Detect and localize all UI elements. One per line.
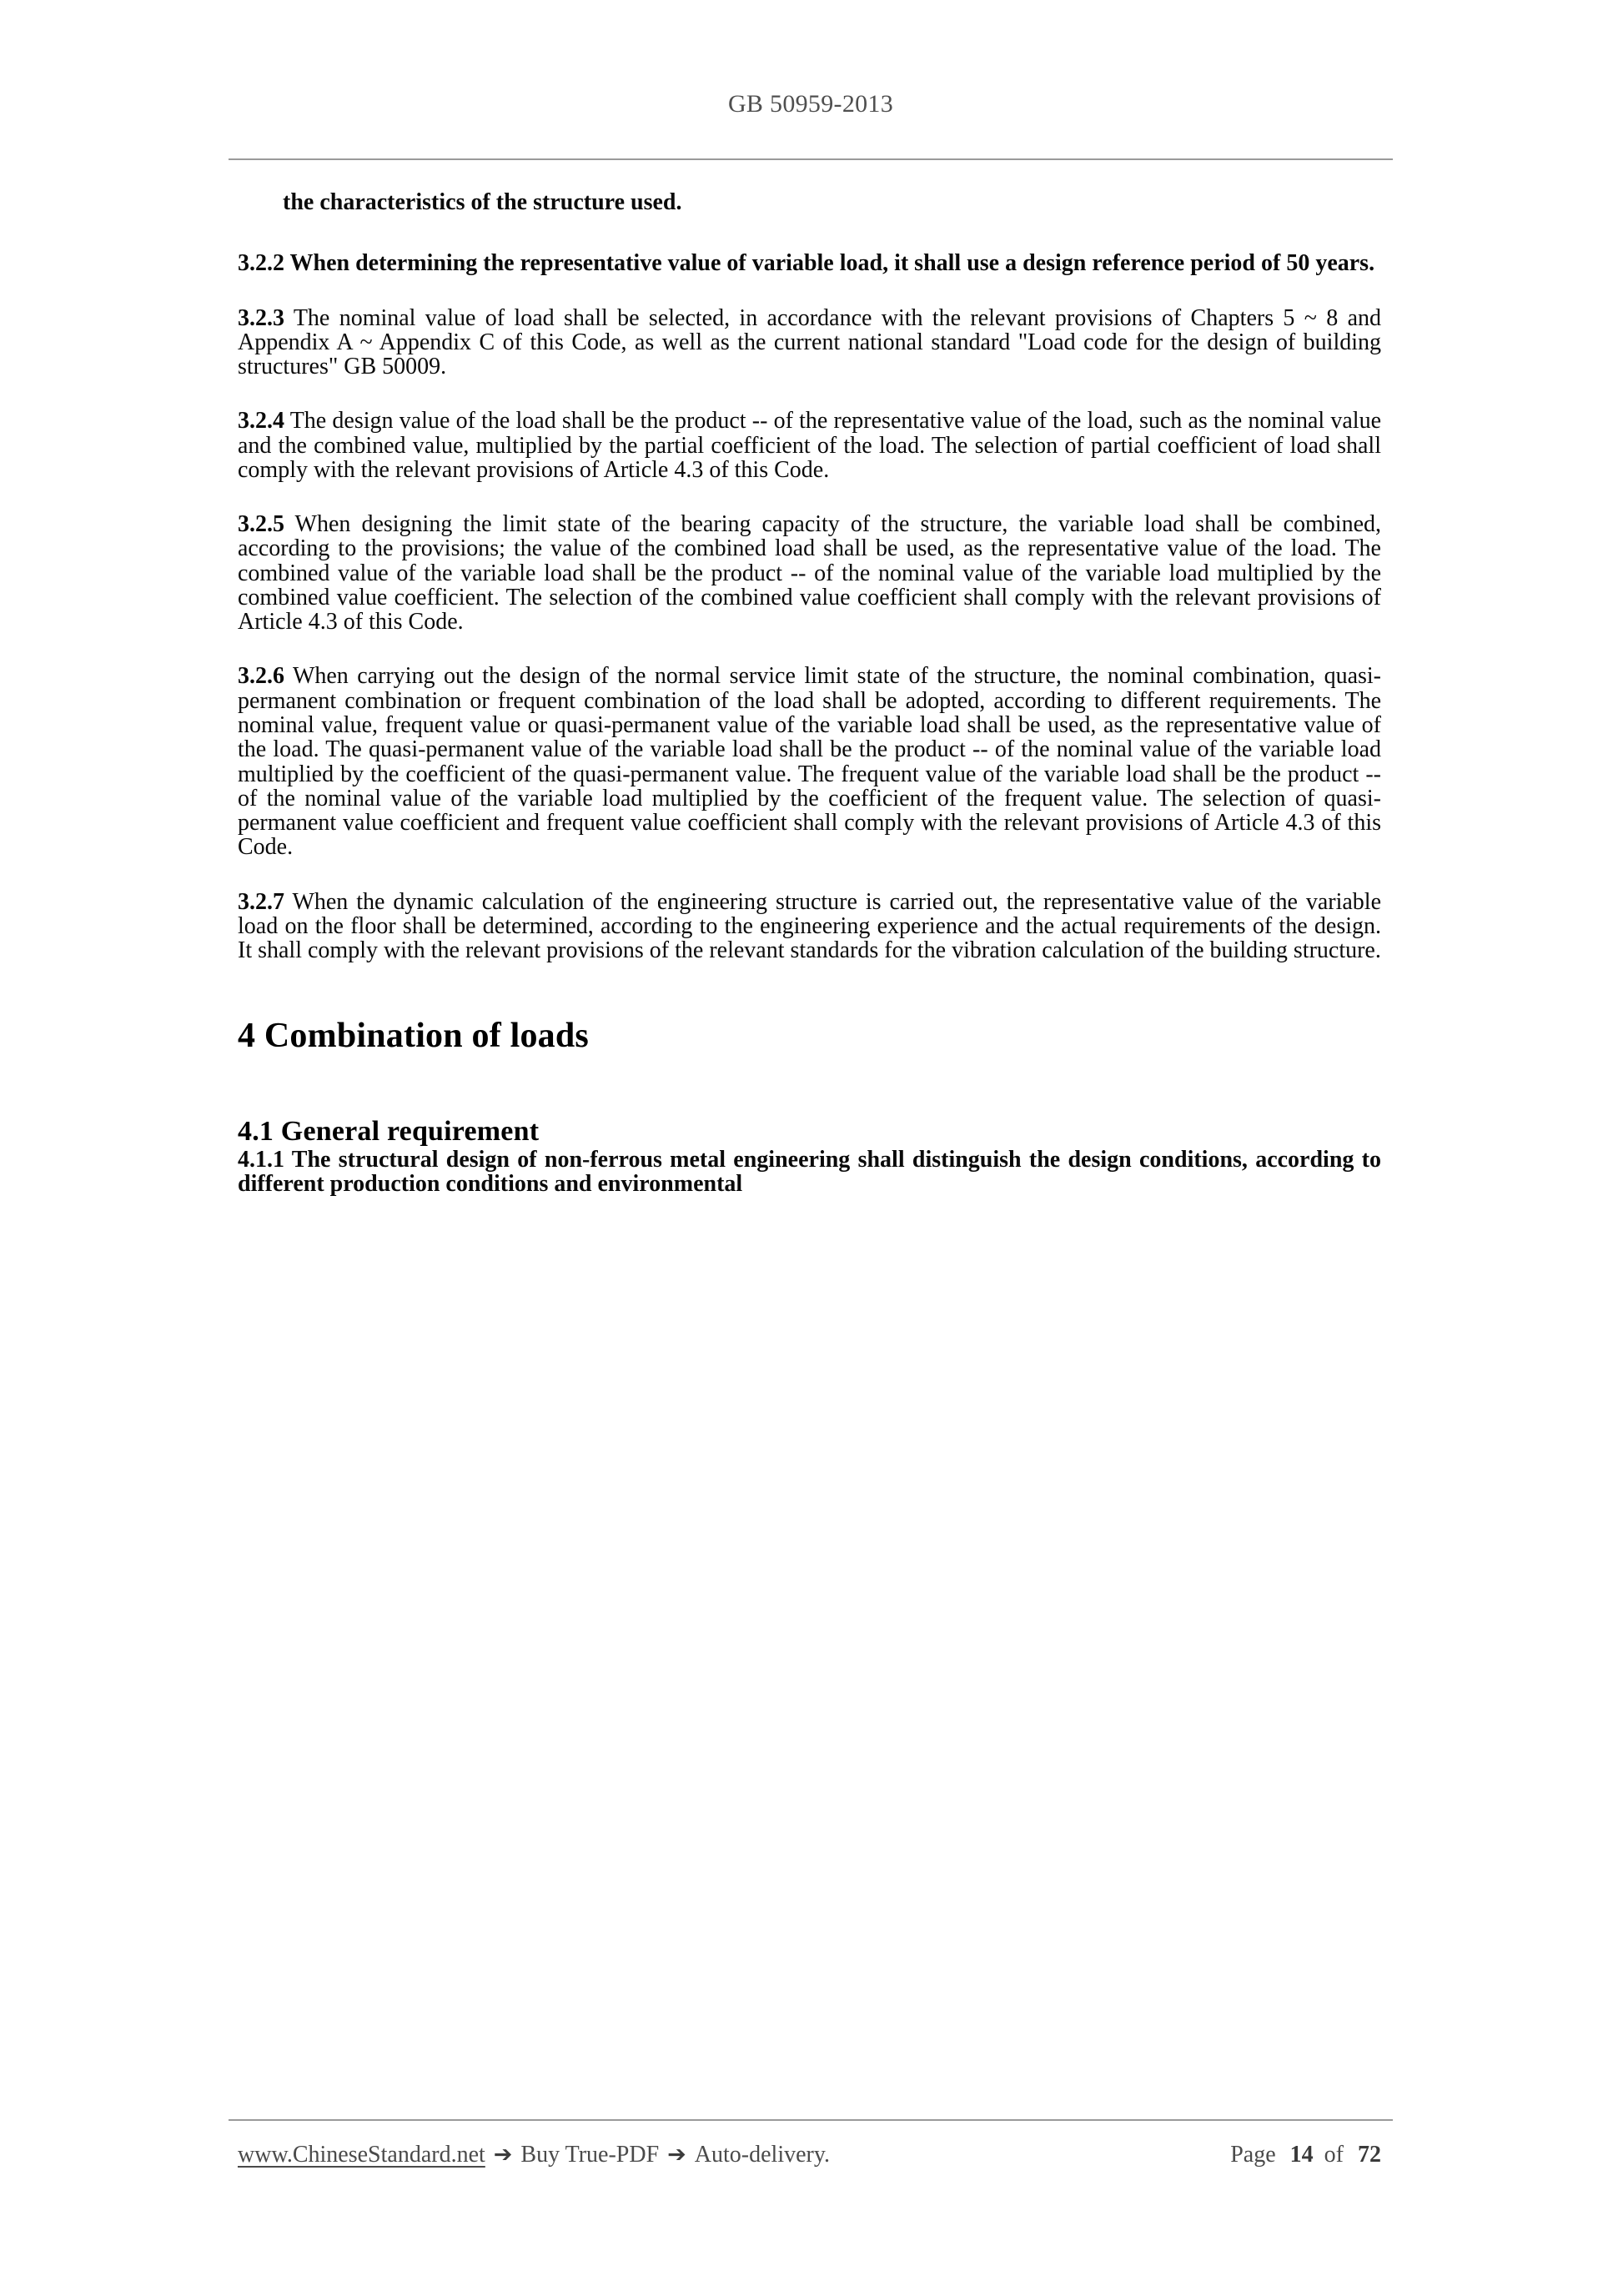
clause-paragraph-3-2-5 bbox=[238, 512, 1381, 634]
standard-code-header: GB 50959-2013 bbox=[727, 90, 894, 118]
clause-number: 3.2.3 bbox=[238, 304, 284, 331]
right-arrow-icon: ➔ bbox=[667, 2142, 686, 2168]
total-page-count: 72 bbox=[1358, 2142, 1381, 2168]
clause-number: 3.2.2 bbox=[238, 250, 284, 277]
header-divider-rule bbox=[229, 158, 1393, 160]
clause-number: 3.2.4 bbox=[238, 408, 284, 435]
of-label: of bbox=[1324, 2142, 1344, 2168]
footer-divider-rule bbox=[229, 2119, 1393, 2121]
buy-true-pdf-label: Buy True-PDF bbox=[520, 2142, 660, 2168]
page-footer bbox=[238, 2142, 1393, 2182]
clause-text: When determining the representative value of variable load, it shall use a design reference period of 50 years. bbox=[289, 250, 1375, 277]
clause-number: 3.2.7 bbox=[238, 888, 284, 915]
continued-paragraph: the characteristics of the structure used. bbox=[283, 189, 682, 215]
clause-paragraph-3-2-6 bbox=[238, 664, 1381, 859]
clause-text: The design value of the load shall be the product -- of the representative value of the load, such as the nominal value and the combined value, multiplied by the partial coefficient of the load. The selection of partial coefficient of load shall comply with the relevant provisions of Article 4.3 of this Code. bbox=[238, 408, 1381, 483]
page-header bbox=[229, 90, 1393, 118]
clause-number: 3.2.5 bbox=[238, 511, 284, 538]
clause-paragraph-3-2-2 bbox=[238, 251, 1381, 275]
clause-text: When the dynamic calculation of the engineering structure is carried out, the representative value of the variable load on the floor shall be determined, according to the engineering experience and the actual requirements of the design. It shall comply with the relevant provisions of the relevant standards for the vibration calculation of the building structure. bbox=[238, 888, 1382, 964]
document-body bbox=[238, 190, 1381, 1226]
clause-paragraph-3-2-7 bbox=[238, 890, 1381, 963]
page-label: Page bbox=[1230, 2142, 1276, 2168]
chapter-heading-4: 4 Combination of loads bbox=[238, 1017, 589, 1056]
chinesestandard-link[interactable]: www.ChineseStandard.net bbox=[238, 2142, 485, 2168]
clause-number: 4.1.1 bbox=[238, 1146, 284, 1173]
section-heading-4-1: 4.1 General requirement bbox=[238, 1115, 540, 1147]
auto-delivery-label: Auto-delivery. bbox=[694, 2142, 831, 2168]
clause-paragraph-3-2-3 bbox=[238, 306, 1381, 379]
clause-paragraph-4-1-1 bbox=[238, 1148, 1381, 1197]
clause-paragraph-3-2-4 bbox=[238, 409, 1381, 482]
footer-promo bbox=[238, 2142, 830, 2168]
clause-text: When carrying out the design of the normal service limit state of the structure, the nominal combination, quasi-permanent combination or frequent combination of the load shall be adopted, according to different requirements. The nominal value, frequent value or quasi-permanent value of the variable load shall be used, as the representative value of the load. The quasi-permanent value of the variable load shall be the product -- of the nominal value of the variable load multiplied by the coefficient of the quasi-permanent value. The frequent value of the variable load shall be the product -- of the nominal value of the variable load multiplied by the coefficient of the frequent value. The selection of quasi-permanent value coefficient and frequent value coefficient shall comply with the relevant provisions of Article 4.3 of this Code. bbox=[238, 663, 1381, 861]
clause-text: When designing the limit state of the bearing capacity of the structure, the variable load shall be combined, according to the provisions; the value of the combined load shall be used, as the representative value of the load. The combined value of the variable load shall be the product -- of the nominal value of the variable load multiplied by the combined value coefficient. The selection of the combined value coefficient shall comply with the relevant provisions of Article 4.3 of this Code. bbox=[238, 511, 1381, 636]
page-indicator bbox=[1230, 2142, 1393, 2168]
clause-number: 3.2.6 bbox=[238, 663, 284, 690]
clause-text: The structural design of non-ferrous metal engineering shall distinguish the design conditions, according to different production conditions and environmental bbox=[238, 1146, 1382, 1198]
clause-text: The nominal value of load shall be selected, in accordance with the relevant provisions of Chapters 5 ~ 8 and Appendix A ~ Appendix C of this Code, as well as the current national standard "Load code for the design of building structures" GB 50009. bbox=[238, 304, 1381, 380]
current-page-number: 14 bbox=[1289, 2142, 1314, 2168]
right-arrow-icon: ➔ bbox=[493, 2142, 513, 2168]
